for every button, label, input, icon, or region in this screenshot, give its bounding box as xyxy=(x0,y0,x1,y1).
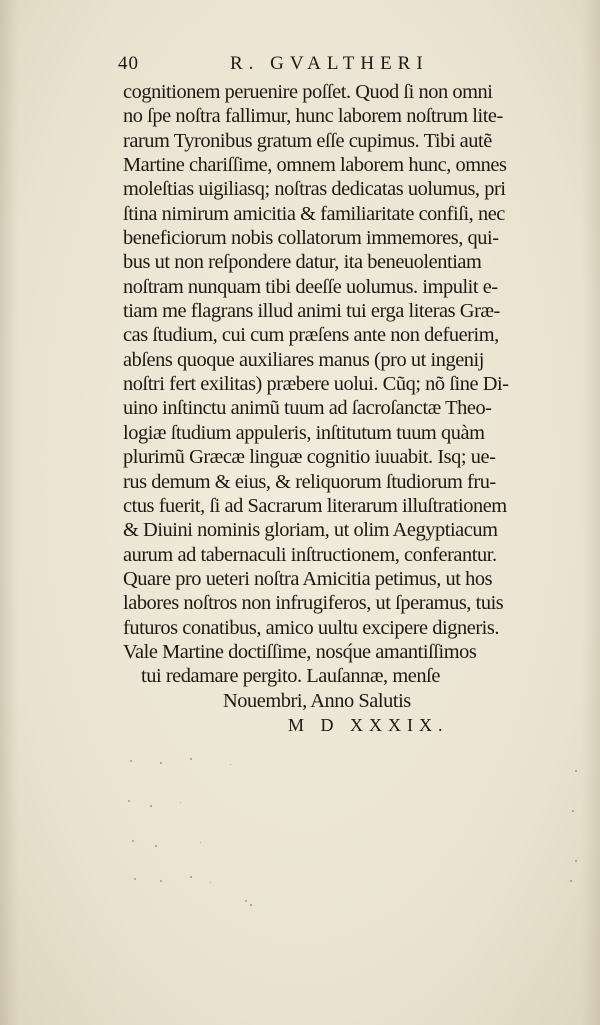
text-line: moleſtias uigiliasq; noſtras dedicatas uolumus, pri xyxy=(123,178,506,201)
text-line: cas ſtudium, cui cum præſens ante non defuerim, xyxy=(123,324,499,347)
speck xyxy=(210,882,211,883)
text-line-indented: tui redamare pergito. Lauſannæ, menſe xyxy=(141,665,440,688)
speck xyxy=(570,880,572,882)
speck xyxy=(130,760,132,762)
text-line: noſtram nunquam tibi deeſſe uolumus. impulit e- xyxy=(123,275,498,298)
text-line: plurimũ Græcæ linguæ cognitio iuuabit. Isq; ue- xyxy=(123,446,496,469)
text-line: aurum ad tabernaculi inſtructionem, conferantur. xyxy=(123,543,497,566)
closing-year: M D XXXIX. xyxy=(288,714,449,735)
text-line: & Diuini nominis gloriam, ut olim Aegyptiacum xyxy=(123,519,498,542)
text-line: ſtina nimirum amicitia & familiaritate confiſi, nec xyxy=(123,202,505,225)
body-text xyxy=(123,80,573,737)
speck xyxy=(150,805,152,807)
text-line: rarum Tyronibus gratum eſſe cupimus. Tibi autẽ xyxy=(123,129,492,152)
text-line: Vale Martine doctiſſime, nosq́ue amantiſſimos xyxy=(123,640,477,663)
speck xyxy=(190,758,192,760)
running-head-title: R. GVALTHERI xyxy=(230,53,429,74)
text-line: noſtri fert exilitas) præbere uolui. Cũq; nõ ſine Di- xyxy=(123,373,509,396)
text-line: Martine chariſſime, omnem laborem hunc, omnes xyxy=(123,154,507,177)
text-line-date: Nouembri, Anno Salutis xyxy=(223,689,411,712)
speck xyxy=(250,904,252,906)
page-gutter-shadow xyxy=(0,0,18,1025)
text-line: ctus fuerit, ſi ad Sacrarum literarum illuſtrationem xyxy=(123,494,507,517)
speck xyxy=(134,878,136,880)
speck xyxy=(575,770,577,772)
text-line: no ſpe noſtra fallimur, hunc laborem noſtrum lite- xyxy=(123,105,503,128)
text-line: logiæ ſtudium appuleris, inſtitutum tuum quàm xyxy=(123,421,485,444)
text-line: uino inſtinctu animũ tuum ad ſacroſanctæ Theo- xyxy=(123,397,492,420)
speck xyxy=(180,802,181,803)
speck xyxy=(160,762,162,764)
text-line: futuros conatibus, amico uultu excipere digneris. xyxy=(123,616,500,639)
speck xyxy=(160,880,162,882)
speck xyxy=(155,845,157,847)
text-line: bus ut non reſpondere datur, ita beneuolentiam xyxy=(123,251,482,274)
speck xyxy=(190,876,192,878)
speck xyxy=(200,842,201,843)
speck xyxy=(128,800,130,802)
paper-bleed-through xyxy=(120,750,590,930)
text-line: abſens quoque auxiliares manus (pro ut ingenij xyxy=(123,348,484,371)
speck xyxy=(572,810,574,812)
speck xyxy=(132,840,134,842)
text-line: Quare pro ueteri noſtra Amicitia petimus, ut hos xyxy=(123,567,493,590)
text-line: cognitionem peruenire poſſet. Quod ſi non omni xyxy=(123,81,493,103)
page-number: 40 xyxy=(118,53,139,74)
text-line: rus demum & eius, & reliquorum ſtudiorum fru- xyxy=(123,470,496,493)
speck xyxy=(245,900,247,902)
text-line: beneficiorum nobis collatorum immemores, qui- xyxy=(123,227,499,250)
speck xyxy=(575,860,577,862)
speck xyxy=(230,764,231,765)
body-lines xyxy=(123,80,573,664)
text-line: tiam me flagrans illud animi tui erga literas Græ- xyxy=(123,300,500,323)
text-line: labores noſtros non infrugiferos, ut ſperamus, tuis xyxy=(123,592,504,615)
running-head xyxy=(118,52,488,76)
